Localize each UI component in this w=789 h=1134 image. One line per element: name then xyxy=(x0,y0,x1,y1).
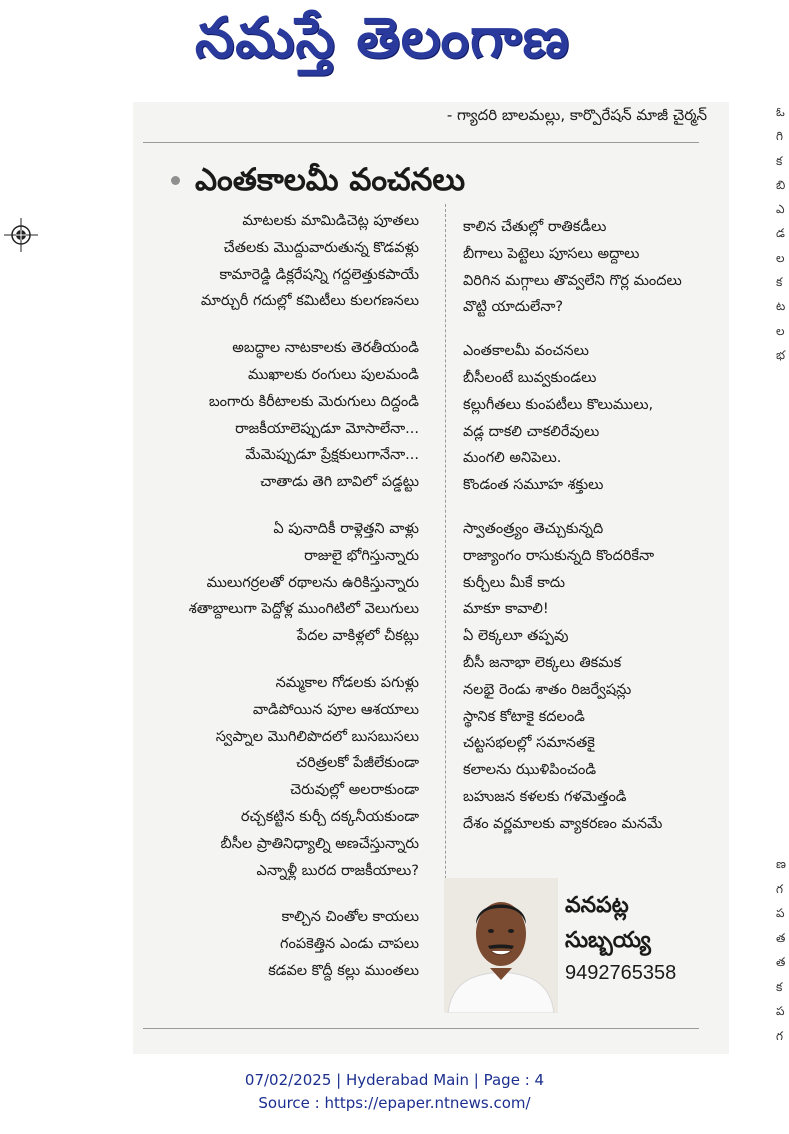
margin-glyph: డ xyxy=(776,226,785,241)
divider-top xyxy=(143,142,699,143)
footer-source: Source : https://epaper.ntnews.com/ xyxy=(258,1094,531,1112)
poem-line: గంపకెత్తిన ఎండు చాపలు xyxy=(280,936,419,953)
right-margin-text xyxy=(776,100,789,367)
margin-glyph: ప xyxy=(776,1004,785,1018)
margin-glyph: గ xyxy=(776,1028,783,1043)
poem-line: రాజ్యాంగం రాసుకున్నది కొందరికేనా xyxy=(463,547,655,564)
poem-line: దేశం వర్ణమాలకు వ్యాకరణం మనమే xyxy=(463,815,663,832)
poem-right-column xyxy=(463,214,725,838)
stanza-gap xyxy=(133,315,419,335)
footer-edition: 07/02/2025 | Hyderabad Main | Page : 4 xyxy=(244,1071,545,1089)
poem-line: స్వప్నాల మొగిలిపొదలో బుసబుసలు xyxy=(215,728,419,745)
poem-line: కలాలను ఝుళిపించండి xyxy=(463,762,597,779)
poem-line: ఏ పునాదికీ రాళ్లెత్తని వాళ్లు xyxy=(273,520,419,537)
poem-line: చరిత్రలకో పేజీలేకుండా xyxy=(296,755,419,772)
stanza-gap xyxy=(463,321,725,338)
poem-line: రాజులై భోగిస్తున్నారు xyxy=(304,547,419,564)
poem-line: ములుగర్రలతో రథాలను ఉరికిస్తున్నారు xyxy=(206,574,419,591)
margin-glyph: ప xyxy=(776,906,785,920)
margin-glyph: బి xyxy=(776,177,786,192)
poem-line: కల్లుగీతలు కుంపటీలు కొలుములు, xyxy=(463,396,654,413)
margin-glyph: క xyxy=(776,979,783,994)
poem-line: మంగలి అనిపెలు. xyxy=(463,450,562,467)
poem-left-column xyxy=(133,208,419,985)
margin-glyph: ట xyxy=(776,299,786,314)
stanza-gap xyxy=(133,496,419,516)
divider-bottom xyxy=(143,1028,699,1029)
margin-glyph: గి xyxy=(776,129,783,144)
author-portrait-icon xyxy=(444,878,558,1013)
author-block xyxy=(565,888,676,988)
poem-line: విరిగిన మగ్గాలు తొవ్వలేని గొర్ల మందలు xyxy=(463,272,682,289)
poem-line: స్వాతంత్ర్యం తెచ్చుకున్నది xyxy=(463,520,604,537)
bullet-icon xyxy=(171,176,180,185)
poem-line: నలభై రెండు శాతం రిజర్వేషన్లు xyxy=(463,681,632,698)
poem-line: కాల్చిన చింతోల కాయలు xyxy=(281,909,419,926)
poem-line: బీసీ జనాభా లెక్కలు తికమక xyxy=(463,654,622,671)
right-margin-text-lower xyxy=(776,852,789,1048)
article-credit: - గ్యాదరి బాలమల్లు, కార్పొరేషన్ మాజీ చైర్మన్ xyxy=(446,106,707,124)
poem-line: బీసీల ప్రాతినిధ్యాల్ని అణచేస్తున్నారు xyxy=(220,835,419,852)
poem-stanza xyxy=(133,335,419,496)
margin-glyph: గ xyxy=(776,881,783,896)
poem-line: మాకూ కావాలి! xyxy=(463,601,549,618)
poem-line: బీగాలు పెట్టెలు పూసలు అద్దాలు xyxy=(463,245,640,262)
poem-line: అబద్ధాల నాటకాలకు తెరతీయండి xyxy=(232,340,419,357)
poem-line: వొట్టి యాదులేనా? xyxy=(463,299,564,316)
poem-line: చట్టసభలల్లో సమానతకై xyxy=(463,735,595,752)
poem-line: కడవల కొద్దీ కల్లు ముంతలు xyxy=(268,962,419,979)
poem-line: ఎంతకాలమీ వంచనలు xyxy=(463,343,589,360)
masthead-logo: నమస్తే తెలంగాణ xyxy=(195,6,570,71)
poem-line: వాడిపోయిన పూల ఆశయాలు xyxy=(252,701,419,718)
poem-line: చేతలకు మొద్దువారుతున్న కొడవళ్లు xyxy=(223,239,419,256)
poem-stanza xyxy=(133,904,419,984)
article-page xyxy=(133,102,729,1054)
margin-glyph: త xyxy=(776,930,786,945)
poem-line: చెరువుల్లో అలరాకుండా xyxy=(290,782,419,799)
poem-line: మార్చురీ గదుల్లో కమిటీలు కులగణనలు xyxy=(200,293,419,310)
poem-stanza xyxy=(463,338,725,499)
registration-mark-icon xyxy=(4,218,38,252)
column-divider xyxy=(445,204,446,989)
poem-line: కామారెడ్డి డిక్లరేషన్ని గద్దలెత్తుకపాయే xyxy=(219,266,419,283)
margin-glyph: క xyxy=(776,275,783,290)
poem-stanza xyxy=(463,214,725,321)
poem-line: ఎన్నాళ్లీ బురద రాజకీయాలు? xyxy=(256,862,419,879)
margin-glyph: ల xyxy=(776,323,785,338)
poem-stanza xyxy=(133,670,419,884)
poem-line: మాటలకు మామిడిచెట్ల పూతలు xyxy=(242,213,419,229)
poem-line: కుర్చీలు మీకే కాదు xyxy=(463,574,566,591)
margin-glyph: క xyxy=(776,153,783,168)
poem-line: ముఖాలకు రంగులు పులమండి xyxy=(248,366,419,383)
margin-glyph: ఓ xyxy=(776,105,785,119)
article-title: ఎంతకాలమీ వంచనలు xyxy=(195,162,466,198)
stanza-gap xyxy=(463,499,725,516)
poem-line: మేమెప్పుడూ ప్రేక్షకులుగానేనా... xyxy=(245,447,419,464)
poem-stanza xyxy=(133,208,419,315)
poem-line: వడ్ల దాకలి చాకలిరేవులు xyxy=(463,423,600,440)
stanza-gap xyxy=(133,884,419,904)
poem-line: చాతాడు తెగి బావిలో పడ్డట్టు xyxy=(260,474,419,491)
poem-stanza xyxy=(133,516,419,650)
poem-line: నమ్మకాల గోడలకు పగుళ్లు xyxy=(275,674,419,691)
poem-line: ఏ లెక్కలూ తప్పవు xyxy=(463,628,569,645)
margin-glyph: ణ xyxy=(776,857,786,871)
poem-line: పేదల వాకిళ్లలో చీకట్లు xyxy=(296,628,419,645)
author-name-first: వనపట్ల xyxy=(565,893,629,918)
margin-glyph: భ xyxy=(776,347,786,362)
margin-glyph: ఎ xyxy=(776,202,785,217)
poem-line: స్థానిక కోటాకై కదలండి xyxy=(463,708,585,725)
poem-line: కాలిన చేతుల్లో రాతికడీలు xyxy=(463,219,607,235)
poem-line: రచ్చకట్టిన కుర్చీ దక్కనీయకుండా xyxy=(240,808,419,825)
poem-line: బహుజన కళలకు గళమెత్తండి xyxy=(463,788,627,805)
margin-glyph: త xyxy=(776,955,786,969)
poem-line: బంగారు కిరీటాలకు మెరుగులు దిద్దండి xyxy=(208,393,419,410)
author-photo xyxy=(444,878,558,1013)
poem-line: బీసీలంటే బువ్వకుండలు xyxy=(463,369,597,386)
stanza-gap xyxy=(133,650,419,670)
poem-line: కొండంత సమూహ శక్తులు xyxy=(463,477,604,494)
poem-stanza xyxy=(463,516,725,838)
author-name-last: సుబ్బయ్య xyxy=(565,928,651,953)
margin-glyph: ల xyxy=(776,250,785,265)
poem-line: రాజకీయాలెప్పుడూ మోసాలేనా... xyxy=(235,420,419,437)
author-phone: 9492765358 xyxy=(565,962,677,984)
poem-line: శతాబ్దాలుగా పెద్దోళ్ల ముంగిటిలో వెలుగులు xyxy=(188,601,419,618)
next-headline-clipped xyxy=(153,1048,689,1054)
